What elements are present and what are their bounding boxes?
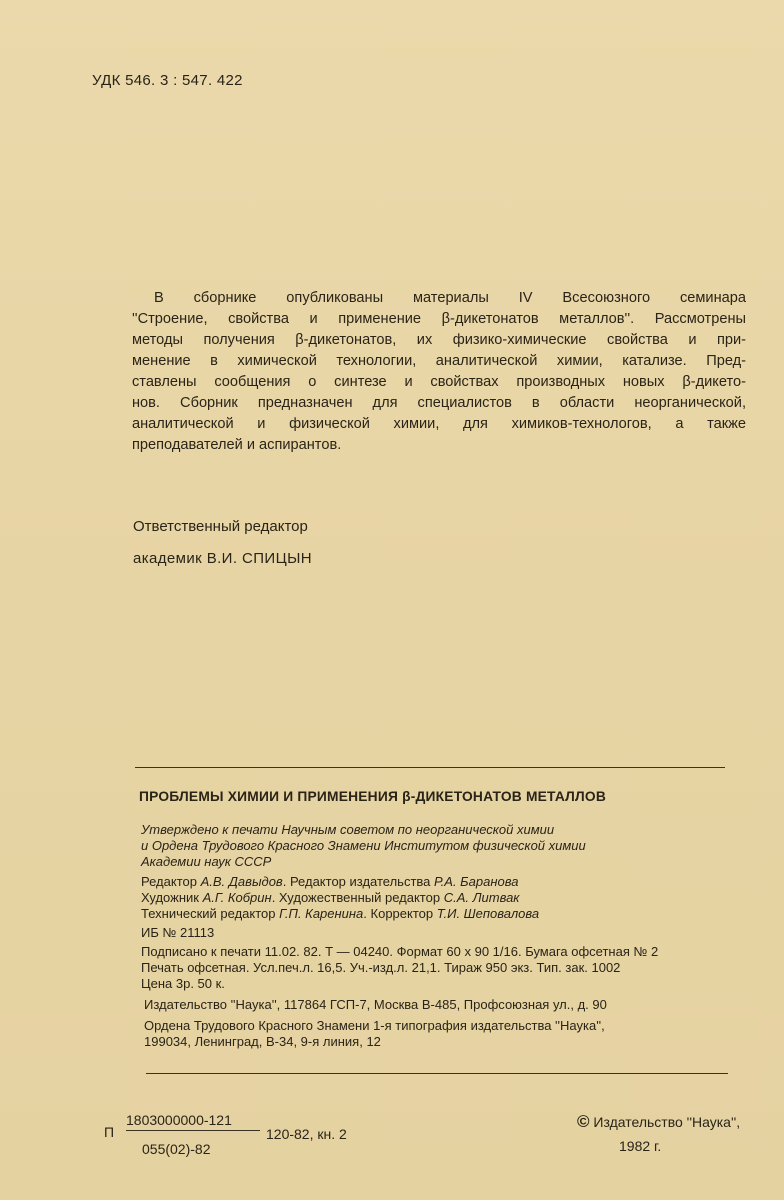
pub-editor-name: Р.А. Баранова [434, 874, 519, 889]
credits-line [141, 874, 539, 890]
price: Цена 3р. 50 к. [141, 976, 225, 991]
art-editor-name: С.А. Литвак [443, 890, 520, 905]
approval-line: и Ордена Трудового Красного Знамени Институтом физической химии [141, 838, 586, 853]
credits-line [141, 890, 539, 906]
code-suffix: 120-82, кн. 2 [266, 1126, 347, 1142]
editor-name: А.В. Давыдов [200, 874, 283, 889]
ib-number: ИБ № 21113 [141, 925, 215, 940]
code-prefix: П [104, 1124, 115, 1140]
abstract-line: преподавателей и аспирантов. [132, 437, 342, 453]
abstract [132, 288, 746, 456]
abstract-line: менение в химической технологии, аналитической химии, катализе. Пред- [132, 353, 746, 369]
approval-note [141, 822, 586, 870]
editor-label: Редактор [141, 874, 197, 889]
printer-line: Ордена Трудового Красного Знамени 1-я типография издательства ''Наука'', [144, 1018, 605, 1033]
udc-code: УДК 546. 3 : 547. 422 [92, 72, 243, 89]
printer-address [144, 1018, 605, 1050]
code-denominator: 055(02)-82 [142, 1141, 211, 1157]
tech-editor-label: Технический редактор [141, 906, 276, 921]
code-numerator: 1803000000-121 [126, 1112, 232, 1128]
art-editor-label: . Художественный редактор [271, 890, 441, 905]
artist-label: Художник [141, 890, 199, 905]
book-title: ПРОБЛЕМЫ ХИМИИ И ПРИМЕНЕНИЯ β-ДИКЕТОНАТОВ МЕТАЛЛОВ [139, 789, 607, 804]
approval-line: Утверждено к печати Научным советом по неорганической химии [141, 822, 555, 837]
tech-editor-name: Г.П. Каренина [279, 906, 364, 921]
responsible-editor-name: академик В.И. СПИЦЫН [133, 550, 312, 567]
abstract-line: аналитической и физической химии, для химиков-технологов, а также [132, 416, 746, 432]
copyright-year: 1982 г. [619, 1138, 662, 1154]
print-info-line: Печать офсетная. Усл.печ.л. 16,5. Уч.-изд.л. 21,1. Тираж 950 экз. Тип. зак. 1002 [141, 960, 621, 975]
abstract-line: В сборнике опубликованы материалы IV Всесоюзного семинара [154, 290, 746, 306]
pub-editor-label: . Редактор издательства [282, 874, 431, 889]
responsible-editor-role: Ответственный редактор [133, 518, 308, 535]
credits [141, 874, 539, 922]
publisher-address: Издательство ''Наука'', 117864 ГСП-7, Москва В-485, Профсоюзная ул., д. 90 [144, 997, 607, 1012]
abstract-line: методы получения β-дикетонатов, их физико-химические свойства и при- [132, 332, 746, 348]
abstract-line: ''Строение, свойства и применение β-дикетонатов металлов''. Рассмотрены [132, 311, 746, 327]
copyright [577, 1110, 740, 1158]
corrector-name: Т.И. Шеповалова [436, 906, 540, 921]
divider-rule [146, 1073, 728, 1074]
print-info-line: Подписано к печати 11.02. 82. Т — 04240. Формат 60 х 90 1/16. Бумага офсетная № 2 [141, 944, 659, 959]
print-info [141, 944, 658, 992]
approval-line: Академии наук СССР [141, 854, 272, 869]
abstract-line: нов. Сборник предназначен для специалистов в области неорганической, [132, 395, 746, 411]
credits-line [141, 906, 539, 922]
fraction-line [126, 1130, 260, 1131]
copyright-holder: Издательство ''Наука'', [593, 1114, 741, 1130]
copyright-icon: © [577, 1112, 590, 1131]
printer-line: 199034, Ленинград, В-34, 9-я линия, 12 [144, 1034, 381, 1049]
corrector-label: . Корректор [363, 906, 434, 921]
artist-name: А.Г. Кобрин [202, 890, 272, 905]
abstract-line: ставлены сообщения о синтезе и свойствах производных новых β-дикето- [132, 374, 746, 390]
divider-rule [135, 767, 725, 768]
